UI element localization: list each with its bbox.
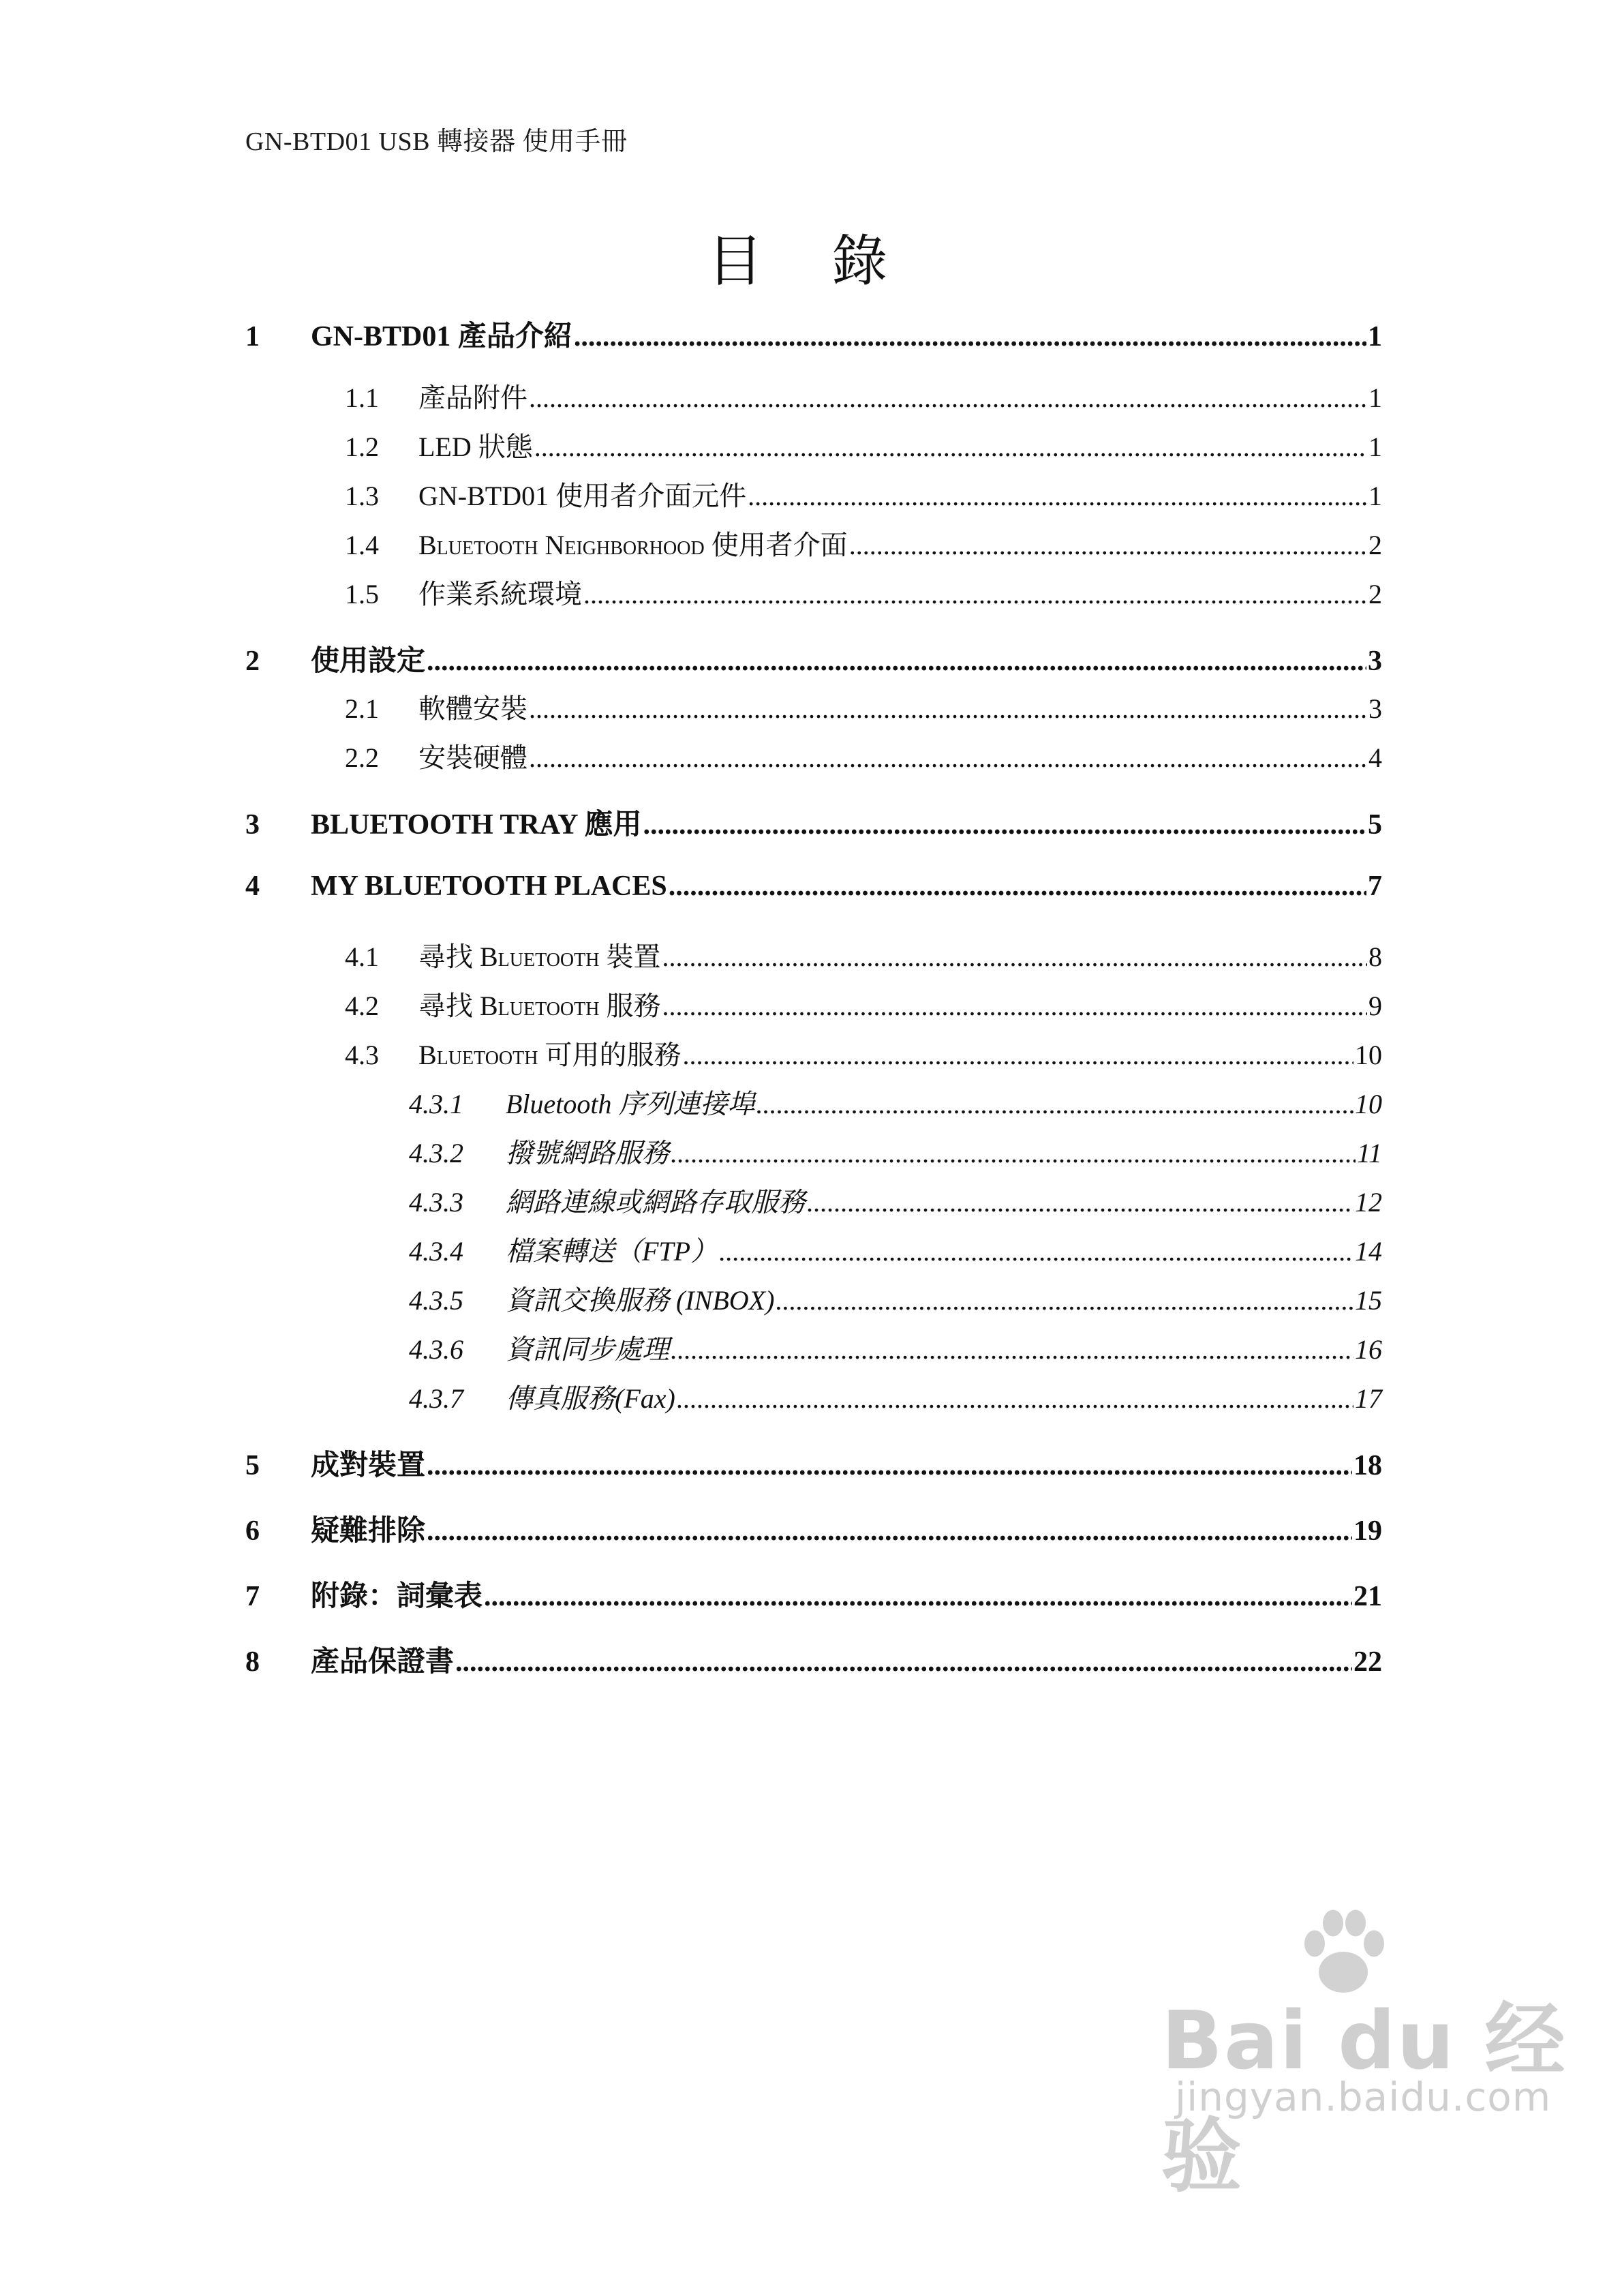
toc-entry-title: MY BLUETOOTH PLACES xyxy=(311,871,667,902)
toc-leader-dots xyxy=(662,990,1367,1022)
toc-entry-2-1[interactable] xyxy=(345,687,1382,727)
watermark-logo: Bai du 经验 xyxy=(1161,1993,1567,2203)
toc-entry-title: 產品保證書 xyxy=(311,1646,455,1678)
toc-entry-page: 4 xyxy=(1368,742,1382,773)
toc-entry-6[interactable] xyxy=(245,1508,1382,1549)
toc-leader-dots xyxy=(583,578,1367,610)
toc-entry-1[interactable] xyxy=(245,314,1382,354)
toc-entry-page: 3 xyxy=(1368,646,1382,677)
toc-entry-title: BLUETOOTH TRAY 應用 xyxy=(311,809,642,841)
toc-entry-number: 4.3.4 xyxy=(409,1236,463,1267)
toc-leader-dots xyxy=(455,1646,1352,1678)
toc-entry-title: 尋找 Bluetooth 服務 xyxy=(418,991,661,1021)
toc-leader-dots xyxy=(534,431,1367,463)
toc-entry-title: Bluetooth 序列連接埠 xyxy=(506,1089,755,1119)
toc-entry-title: 尋找 Bluetooth 裝置 xyxy=(418,941,661,972)
toc-entry-4-1[interactable] xyxy=(345,935,1382,975)
toc-entry-4-2[interactable] xyxy=(345,984,1382,1024)
toc-leader-dots xyxy=(849,529,1367,561)
toc-entry-4-3-7[interactable] xyxy=(409,1377,1382,1417)
toc-entry-title: 資訊同步處理 xyxy=(506,1334,669,1365)
toc-entry-page: 22 xyxy=(1353,1646,1382,1678)
toc-entry-number: 1.1 xyxy=(345,382,379,413)
toc-entry-page: 15 xyxy=(1355,1285,1382,1316)
toc-entry-4-3-3[interactable] xyxy=(409,1181,1382,1220)
toc-entry-page: 5 xyxy=(1368,809,1382,841)
toc-entry-title: 檔案轉送（FTP） xyxy=(506,1236,718,1267)
toc-entry-page: 1 xyxy=(1368,321,1382,352)
toc-entry-page: 17 xyxy=(1355,1383,1382,1414)
toc-leader-dots xyxy=(484,1580,1352,1613)
toc-entry-page: 12 xyxy=(1355,1187,1382,1218)
watermark-url: jingyan.baidu.com xyxy=(1175,2074,1552,2120)
page-title: 目 錄 xyxy=(707,230,915,292)
toc-entry-page: 9 xyxy=(1368,991,1382,1021)
toc-entry-title: GN-BTD01 使用者介面元件 xyxy=(418,481,747,511)
toc-leader-dots xyxy=(662,941,1367,973)
toc-entry-title: 傳真服務(Fax) xyxy=(506,1383,675,1414)
toc-leader-dots xyxy=(756,1088,1353,1120)
toc-entry-page: 16 xyxy=(1355,1334,1382,1365)
toc-entry-page: 18 xyxy=(1353,1450,1382,1481)
toc-leader-dots xyxy=(427,1515,1352,1547)
toc-entry-title: 軟體安裝 xyxy=(418,693,527,724)
toc-entry-page: 19 xyxy=(1353,1515,1382,1547)
toc-leader-dots xyxy=(669,870,1366,903)
toc-entry-title: 撥號網路服務 xyxy=(506,1138,669,1168)
toc-entry-title: 網路連線或網路存取服務 xyxy=(506,1187,806,1218)
toc-entry-number: 4 xyxy=(245,871,260,902)
toc-entry-title: 產品附件 xyxy=(418,382,527,413)
toc-entry-7[interactable] xyxy=(245,1573,1382,1614)
toc-leader-dots xyxy=(427,645,1366,678)
toc-entry-1-4[interactable] xyxy=(345,524,1382,563)
toc-entry-page: 10 xyxy=(1355,1040,1382,1070)
toc-entry-page: 1 xyxy=(1368,432,1382,462)
toc-entry-number: 2.1 xyxy=(345,693,379,724)
toc-entry-number: 6 xyxy=(245,1515,260,1547)
toc-entry-number: 4.3 xyxy=(345,1040,379,1070)
toc-entry-page: 14 xyxy=(1355,1236,1382,1267)
toc-entry-4[interactable] xyxy=(245,870,1382,911)
toc-entry-1-3[interactable] xyxy=(345,474,1382,514)
toc-entry-number: 8 xyxy=(245,1646,260,1678)
toc-leader-dots xyxy=(574,320,1366,353)
toc-entry-1-1[interactable] xyxy=(345,376,1382,416)
toc-entry-1-2[interactable] xyxy=(345,425,1382,465)
watermark xyxy=(1159,1895,1567,2203)
toc-leader-dots xyxy=(671,1333,1353,1365)
toc-entry-title: 作業系統環境 xyxy=(418,579,582,609)
toc-entry-number: 3 xyxy=(245,809,260,841)
toc-entry-4-3-4[interactable] xyxy=(409,1230,1382,1269)
toc-entry-title: 成對裝置 xyxy=(311,1450,426,1481)
toc-entry-8[interactable] xyxy=(245,1639,1382,1680)
toc-entry-page: 2 xyxy=(1368,530,1382,560)
toc-entry-title: 疑難排除 xyxy=(311,1515,426,1547)
toc-entry-number: 1.3 xyxy=(345,481,379,511)
toc-entry-1-5[interactable] xyxy=(345,573,1382,612)
toc-leader-dots xyxy=(427,1449,1352,1482)
toc-entry-title: 使用設定 xyxy=(311,646,426,677)
toc-entry-page: 10 xyxy=(1355,1089,1382,1119)
toc-entry-number: 4.3.5 xyxy=(409,1285,463,1316)
toc-entry-number: 1.4 xyxy=(345,530,379,560)
toc-entry-title: LED 狀態 xyxy=(418,432,533,462)
toc-leader-dots xyxy=(776,1284,1353,1316)
toc-entry-number: 4.3.2 xyxy=(409,1138,463,1168)
toc-entry-number: 7 xyxy=(245,1581,260,1612)
toc-entry-title: 附錄：詞彙表 xyxy=(311,1581,483,1612)
toc-leader-dots xyxy=(529,742,1367,774)
toc-leader-dots xyxy=(643,809,1366,841)
toc-entry-title: Bluetooth Neighborhood 使用者介面 xyxy=(418,530,848,560)
toc-entry-number: 1.5 xyxy=(345,579,379,609)
toc-entry-number: 1 xyxy=(245,321,260,352)
toc-entry-number: 4.3.6 xyxy=(409,1334,463,1365)
toc-leader-dots xyxy=(529,693,1367,725)
toc-entry-4-3-2[interactable] xyxy=(409,1132,1382,1171)
toc-entry-page: 2 xyxy=(1368,579,1382,609)
toc-entry-number: 4.3.3 xyxy=(409,1187,463,1218)
toc-entry-number: 5 xyxy=(245,1450,260,1481)
toc-entry-page: 8 xyxy=(1368,941,1382,972)
toc-entry-number: 2.2 xyxy=(345,742,379,773)
toc-entry-number: 4.3.7 xyxy=(409,1383,463,1414)
toc-entry-page: 3 xyxy=(1368,693,1382,724)
toc-entry-4-3[interactable] xyxy=(345,1033,1382,1073)
toc-entry-number: 4.3.1 xyxy=(409,1089,463,1119)
toc-entry-page: 1 xyxy=(1368,481,1382,511)
toc-entry-2[interactable] xyxy=(245,638,1382,679)
document-header: GN-BTD01 USB 轉接器 使用手冊 xyxy=(245,127,628,156)
toc-entry-3[interactable] xyxy=(245,802,1382,843)
toc-entry-number: 1.2 xyxy=(345,432,379,462)
toc-entry-4-3-6[interactable] xyxy=(409,1328,1382,1368)
toc-entry-number: 4.1 xyxy=(345,941,379,972)
toc-entry-2-2[interactable] xyxy=(345,736,1382,776)
toc-leader-dots xyxy=(807,1186,1353,1218)
toc-leader-dots xyxy=(671,1137,1356,1169)
toc-entry-page: 21 xyxy=(1353,1581,1382,1612)
toc-leader-dots xyxy=(719,1235,1353,1267)
toc-entry-page: 1 xyxy=(1368,382,1382,413)
toc-entry-page: 7 xyxy=(1368,871,1382,902)
toc-entry-title: 安裝硬體 xyxy=(418,742,527,773)
toc-leader-dots xyxy=(529,382,1367,414)
toc-entry-page: 11 xyxy=(1356,1138,1382,1168)
toc-leader-dots xyxy=(677,1383,1353,1415)
toc-entry-title: 資訊交換服務 (INBOX) xyxy=(506,1285,775,1316)
toc-entry-number: 4.2 xyxy=(345,991,379,1021)
toc-leader-dots xyxy=(748,480,1367,512)
toc-entry-title: Bluetooth 可用的服務 xyxy=(418,1040,682,1070)
toc-entry-4-3-1[interactable] xyxy=(409,1083,1382,1122)
toc-entry-5[interactable] xyxy=(245,1442,1382,1483)
toc-entry-4-3-5[interactable] xyxy=(409,1279,1382,1318)
toc-leader-dots xyxy=(682,1039,1353,1071)
toc-entry-title: GN-BTD01 產品介紹 xyxy=(311,321,572,352)
toc-entry-number: 2 xyxy=(245,646,260,677)
